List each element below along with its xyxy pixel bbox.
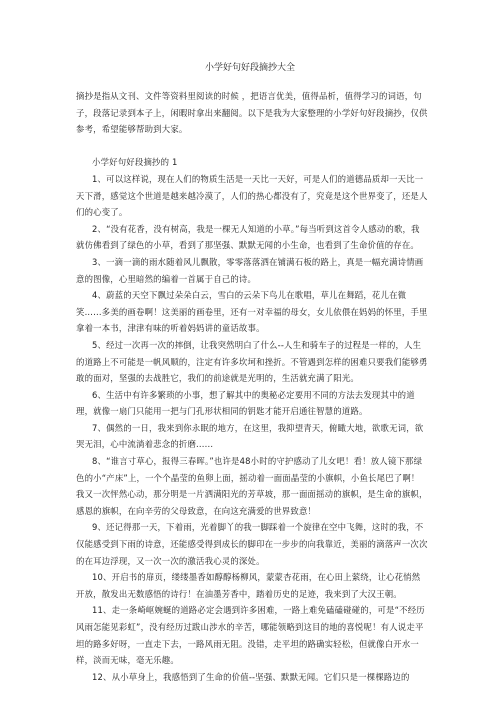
document-title: 小学好句好段摘抄大全	[204, 63, 295, 73]
paragraph-item: 1、可以这样说，现在人们的物质生活是一天比一天好，可是人们的道德品质却一天比一天下滑，感觉这个世道是越来越冷漠了，人们的热心都没有了，究竟是这个世界变了，还是人们的心变了。	[76, 173, 428, 218]
paragraph-item: 4、蔚蓝的天空下飘过朵朵白云，雪白的云朵下鸟儿在歌唱，草儿在舞蹈，花儿在微笑......多美的画卷啊！这美丽的画卷里，还有一对幸福的母女，女儿依偎在妈妈的怀里，手里拿着一本书，津津有味的听着妈妈讲的童话故事。	[76, 290, 428, 334]
paragraph-item: 8、“谁言寸草心，报得三春晖。”也许是48小时的守护感动了儿女吧！看！放人镜下那绿色的小“产床”上，一个个晶莹的鱼卵上面，摇动着一面面晶莹的小旗帜，小鱼长尾巴了啊！我又一次怦然心动，那分明是一片洒满阳光的芳草坡，那一面面摇动的旗帜，是生命的旗帜，感恩的旗帜，在向辛劳的父母致意，在向这充满爱的世界致意！	[76, 456, 428, 516]
intro-paragraph: 摘抄是指从文刊、文件等资料里阅读的时候 ，把语言优美，值得品析，值得学习的词语，句子，段落记录到本子上，闲暇时拿出来翻阅。以下是我为大家整理的小学好句好段摘抄，仅供参考，希望能够帮助到大家。	[76, 91, 428, 135]
paragraph-item: 11、走一条崎岖婉蜒的道路必定会遇到许多困难，一路上难免磕磕碰碰的，可是“不经历风雨怎能见彩虹”，没有经历过跋山涉水的辛苦，哪能领略到这目的地的喜悦呢！有人说走平坦的路多好呀，一直走下去，一路风雨无阻。没错，走平坦的路确实轻松，但就像白开水一样，淡而无味，毫无乐趣。	[76, 605, 425, 666]
paragraph-item: 10、开启书的扉页，缕缕墨香如醇醇杨柳风，蒙蒙杏花雨，在心田上萦绕，让心花悄然开放，散发出无数感悟的诗行！在油墨芳香中，踏着历史的足迹，我来到了大汉王朝。	[76, 572, 421, 599]
paragraph-item: 9、还记得那一天，下着雨，光着脚丫的我一脚踩着一个旋律在空中飞舞，这时的我，不仅能感受到下雨的诗意，还能感受得到成长的脚印在一步步的向我靠近，美丽的滴落声一次次的在耳边浮现，又一次一次的激活我心灵的深处。	[76, 522, 428, 566]
paragraph-item: 6、生活中有许多繁琐的小事，想了解其中的奥秘必定要用不同的方法去发现其中的道理，就像一扇门只能用一把与门孔形状相同的钥匙才能开启通往智慧的道路。	[76, 389, 415, 417]
paragraph-item: 5、经过一次再一次的摔倒，让我突然明白了什么--人生和骑车子的过程是一样的，人生的道路上不可能是一帆风顺的，注定有许多坎坷和挫折。不管遇到怎样的困难只要我们能够勇敢的面对，坚强的去战胜它，我们的前途就是光明的，生活就充满了阳光。	[76, 339, 428, 384]
paragraph-item: 7、偶然的一日，我来到你永眠的地方，在这里，我抑望青天，俯瞰大地，欲歌无词，欲哭无泪，心中流淌着悲念的折磨......	[76, 422, 424, 450]
document-body	[76, 88, 428, 685]
paragraph-item: 12、从小草身上，我感悟到了生命的价值--坚强、默默无闻。它们只是一棵棵路边的	[92, 671, 410, 682]
section-heading: 小学好句好段摘抄的 1	[92, 157, 178, 168]
paragraph-item: 3、一滴一滴的雨水随着风儿飘散，零零落落洒在铺满石板的路上，真是一幅充满诗情画意的图像，心里暗然的编着一首属于自己的诗。	[76, 256, 424, 284]
paragraph-item: 2、“没有花香，没有树高，我是一棵无人知道的小草。”每当听到这首令人感动的歌，我就仿佛看到了绿色的小草，看到了那坚强、默默无闻的小生命，也看到了生命价值的存在。	[76, 223, 420, 251]
